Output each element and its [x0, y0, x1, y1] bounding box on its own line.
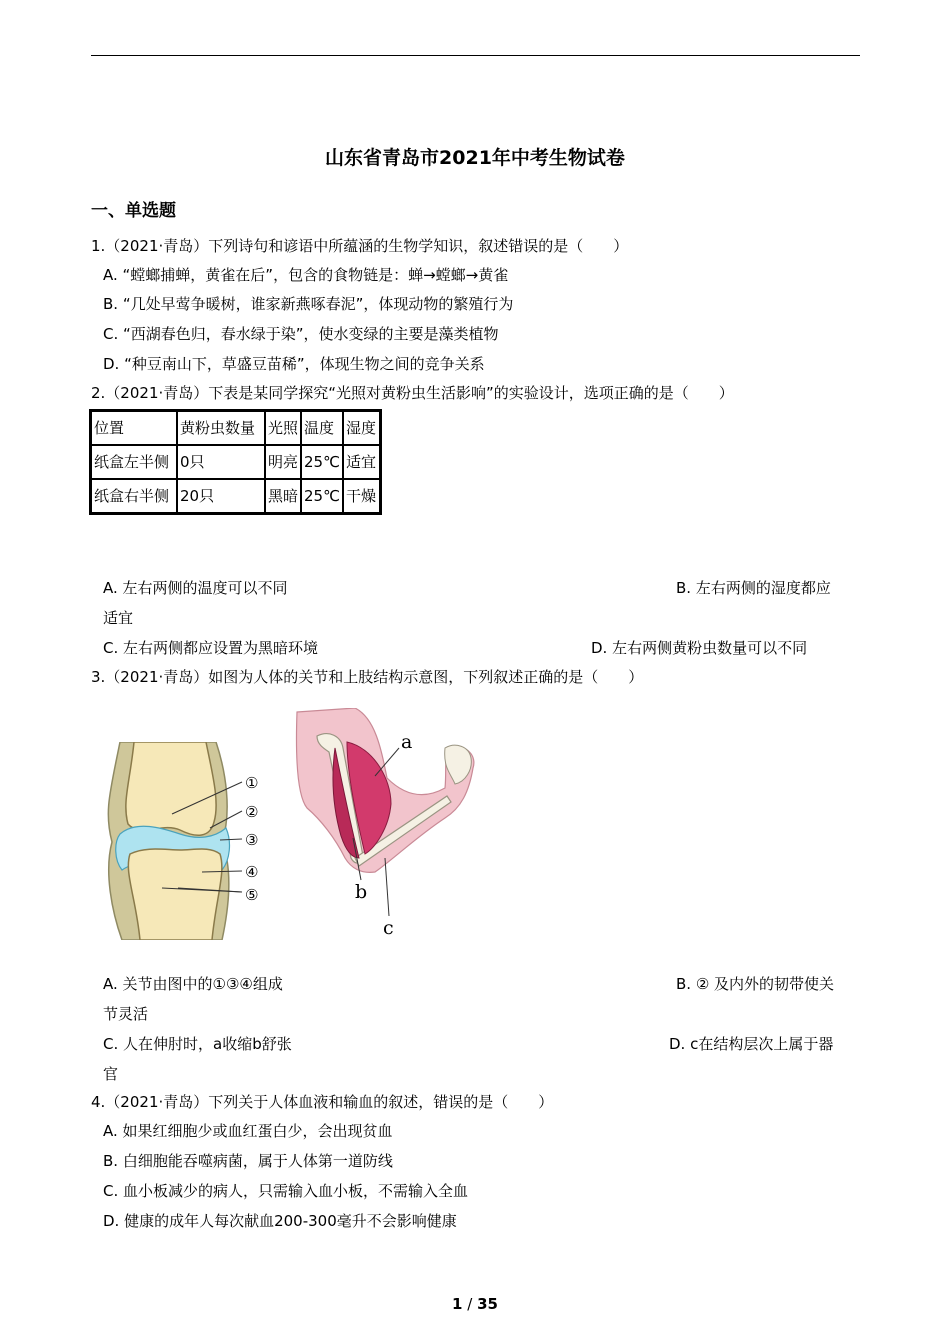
experiment-table — [89, 409, 382, 515]
question-3-option-b-wrap: 节灵活 — [103, 1005, 149, 1023]
question-4-option-b[interactable]: B. 白细胞能吞噬病菌，属于人体第一道防线 — [103, 1152, 393, 1170]
table-cell: 25℃ — [301, 479, 343, 513]
question-2-option-b[interactable]: B. 左右两侧的湿度都应 — [676, 579, 831, 597]
question-3-option-b[interactable]: B. ② 及内外的韧带使关 — [676, 975, 835, 993]
question-1-option-b[interactable]: B. “几处早莺争暖树，谁家新燕啄春泥”，体现动物的繁殖行为 — [103, 295, 514, 313]
joint-label-3: ③ — [245, 831, 259, 849]
current-page: 1 — [452, 1295, 463, 1313]
table-cell: 干燥 — [343, 479, 380, 513]
question-4-option-a[interactable]: A. 如果红细胞少或血红蛋白少，会出现贫血 — [103, 1122, 393, 1140]
question-2-option-b-wrap: 适宜 — [103, 609, 134, 627]
arm-label-c: c — [383, 917, 394, 939]
table-row — [91, 445, 380, 479]
question-2-stem: 2.（2021·青岛）下表是某同学探究“光照对黄粉虫生活影响”的实验设计，选项正确的是（ ） — [91, 384, 734, 402]
question-1-option-d[interactable]: D. “种豆南山下，草盛豆苗稀”，体现生物之间的竞争关系 — [103, 355, 485, 373]
page-separator: / — [467, 1295, 473, 1313]
question-3-option-d-wrap: 官 — [103, 1065, 119, 1083]
question-1-option-c[interactable]: C. “西湖春色归，春水绿于染”，使水变绿的主要是藻类植物 — [103, 325, 499, 343]
table-cell: 25℃ — [301, 445, 343, 479]
table-cell: 纸盒右半侧 — [91, 479, 177, 513]
page-number — [0, 1295, 950, 1313]
arm-diagram — [295, 708, 480, 940]
section-heading: 一、单选题 — [91, 201, 176, 221]
table-header-cell: 黄粉虫数量 — [177, 411, 265, 445]
question-3-stem: 3.（2021·青岛）如图为人体的关节和上肢结构示意图，下列叙述正确的是（ ） — [91, 668, 644, 686]
total-pages: 35 — [477, 1295, 498, 1313]
joint-label-1: ① — [245, 774, 259, 792]
question-2-option-a[interactable]: A. 左右两侧的温度可以不同 — [103, 579, 288, 597]
table-header-cell: 光照 — [265, 411, 301, 445]
table-cell: 明亮 — [265, 445, 301, 479]
question-4-option-c[interactable]: C. 血小板减少的病人，只需输入血小板，不需输入全血 — [103, 1182, 469, 1200]
table-cell: 适宜 — [343, 445, 380, 479]
question-3-option-d[interactable]: D. c在结构层次上属于器 — [669, 1035, 834, 1053]
table-cell: 0只 — [177, 445, 265, 479]
arm-label-b: b — [355, 881, 368, 903]
table-header-cell: 湿度 — [343, 411, 380, 445]
question-2-option-c[interactable]: C. 左右两侧都应设置为黑暗环境 — [103, 639, 319, 657]
joint-label-2: ② — [245, 803, 259, 821]
joint-diagram — [102, 742, 274, 940]
table-cell: 纸盒左半侧 — [91, 445, 177, 479]
table-header-cell: 温度 — [301, 411, 343, 445]
table-header-cell: 位置 — [91, 411, 177, 445]
joint-label-4: ④ — [245, 863, 259, 881]
question-4-option-d[interactable]: D. 健康的成年人每次献血200-300毫升不会影响健康 — [103, 1212, 457, 1230]
question-1-stem: 1.（2021·青岛）下列诗句和谚语中所蕴涵的生物学知识，叙述错误的是（ ） — [91, 237, 629, 255]
page-title: 山东省青岛市2021年中考生物试卷 — [325, 147, 625, 169]
joint-label-5: ⑤ — [245, 886, 259, 904]
question-3-option-a[interactable]: A. 关节由图中的①③④组成 — [103, 975, 283, 993]
question-2-option-d[interactable]: D. 左右两侧黄粉虫数量可以不同 — [591, 639, 808, 657]
question-1-option-a[interactable]: A. “螳螂捕蝉，黄雀在后”，包含的食物链是：蝉→螳螂→黄雀 — [103, 266, 509, 284]
table-cell: 20只 — [177, 479, 265, 513]
arm-label-a: a — [401, 731, 413, 753]
header-rule — [91, 55, 860, 56]
table-row — [91, 479, 380, 513]
question-4-stem: 4.（2021·青岛）下列关于人体血液和输血的叙述，错误的是（ ） — [91, 1093, 554, 1111]
question-3-option-c[interactable]: C. 人在伸肘时，a收缩b舒张 — [103, 1035, 292, 1053]
table-header-row — [91, 411, 380, 445]
table-cell: 黑暗 — [265, 479, 301, 513]
